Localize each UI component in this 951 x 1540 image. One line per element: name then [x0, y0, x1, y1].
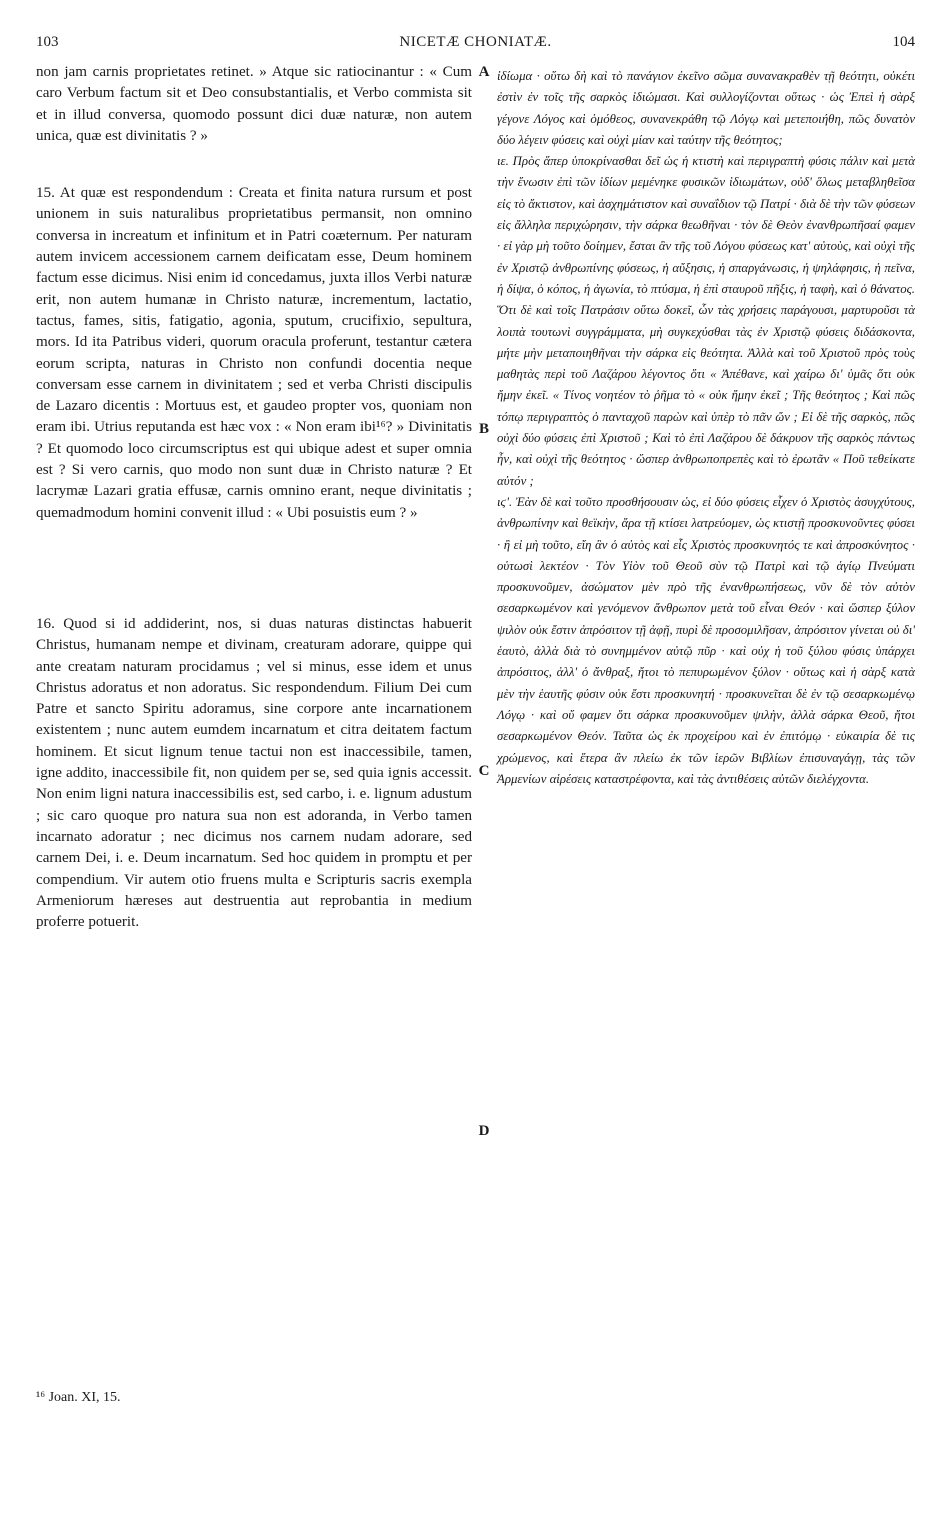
latin-paragraph-1: non jam carnis proprietates retinet. » Atque sic ratiocinantur : « Cum caro Verbum factum sit et Deo consubstantialis, et Verbo commista sit et in illud conversa, quomodo possunt dici duæ naturæ, non autem unica, quæ est divinitatis ? »: [36, 64, 472, 144]
latin-paragraph-15: 15. At quæ est respondendum : Creata et finita natura rursum et post unionem in suis naturalibus proprietatibus permansit, non omnino conversa in increatum et infinitum et in Patri coæternum. Per naturam autem invicem accessionem carnem deificatam esse, Deum hominem factum esse dicimus. Nisi enim id concedamus, juxta illos Verbi naturæ erit, non autem humanæ in Christo naturæ, incrementum, lactatio, tactus, fames, sitis, fatigatio, agonia, sputum, crucifixio, sepultura, mors. Id ita Patribus videri, quorum oracula proferunt, testantur cætera eorum scripta, naturas in Christo non confundi docentia neque conversam esse carnem in divinitatem ; sed et verba Christi discipulis de Lazaro dicentis : Mortuus est, et gaudeo propter vos, quoniam non eram ibi. Utrius reputanda est hæc vox : « Non eram ibi¹⁶? » Divinitatis ? Et quomodo loco circumscriptus est qui ubique adest et super omnia est ? Si vero carnis, quo modo non sunt duæ in Christo naturæ ? Et lacrymæ Lazari gratia effusæ, carnis omnino erant, neque divinitatis ; quemadmodum homini convenit illud : « Ubi posuistis eum ? »: [36, 185, 472, 521]
greek-paragraph-1: ἰδίωμα · οὕτω δὴ καὶ τὸ πανάγιον ἐκεῖνο σῶμα συνανακραθὲν τῇ θεότητι, οὐκέτι ἐστὶν ἐν τοῖς τῆς σαρκὸς ἰδιώμασι. Καὶ συλλογίζονται οὕτως · ὡς Ἐπεὶ ἡ σὰρξ γέγονε Λόγος καὶ ὁμόθεος, συνανεκράθη τῷ Λόγῳ καὶ μετεποιήθη, πῶς δυνατὸν δύο λέγειν φύσεις καὶ οὐχὶ μίαν καὶ ταύτην τῆς θεότητος;: [497, 69, 915, 147]
margin-marker-a: A: [478, 64, 490, 80]
latin-column: [36, 62, 472, 933]
page-number-right: 104: [892, 34, 915, 50]
margin-marker-c: C: [478, 763, 490, 779]
latin-paragraph-16: 16. Quod si id addiderint, nos, si duas naturas distinctas habuerit Christus, humanam nempe et divinam, creaturam adorare, quippe qui ante creatam naturam procidamus ; vel si minus, esse idem et unus Christus adoratus et non adoratus. Sic respondendum. Filium Dei cum Patre et sancto Spiritu adoramus, sine corpore ante incarnationem existentem ; nunc autem eumdem incarnatum et citra deitatem factum hominem. Et sicut lignum tenue tactui non est inaccessibile, tamen, igne addito, inaccessibile fit, non quidem per se, sed quia ignis accessit. Non enim ligni natura inaccessibilis est, sed carbo, i. e. lignum adustum ; sic caro quoque pro natura sua non est adoranda, in Verbo tamen incarnato adoratur ; nec dicimus nos carnem nudam adorare, sed carnem Dei, i. e. Deum incarnatum. Sed hoc quidem in promptu et per compendium. Vir autem otio fruens multa e Scripturis sacris exempla Armeniorum hæreses aut destruentia aut reprobantia in medium proferre potuerit.: [36, 615, 472, 931]
margin-marker-d: D: [478, 1123, 490, 1139]
greek-paragraph-16: ιϛ'. Ἐὰν δὲ καὶ τοῦτο προσθήσουσιν ὡς, εἰ δύο φύσεις εἶχεν ὁ Χριστὸς ἀσυγχύτους, ἀνθρωπίνην καὶ θεϊκὴν, ἄρα τῇ κτίσει λατρεύομεν, ὡς κτιστῇ προσκυνοῦντες φύσει · ἢ εἰ μὴ τοῦτο, εἴη ἂν ὁ αὐτὸς καὶ εἷς Χριστὸς προσκυνητός τε καὶ ἀπροσκύνητος · οὑτωσὶ λεκτέον · Τὸν Υἱὸν τοῦ Θεοῦ σὺν τῷ Πατρὶ καὶ τῷ ἁγίῳ Πνεύματι προσκυνοῦμεν, ἀσώματον μὲν πρὸ τῆς ἐνανθρωπήσεως, νῦν δὲ τὸν αὐτὸν σεσαρκωμένον καὶ γενόμενον ἄνθρωπον μετὰ τοῦ εἶναι Θεόν · καὶ ὥσπερ ξύλον ψιλὸν οὐκ ἔστιν ἀπρόσιτον τῇ ἀφῇ, πυρὶ δὲ προσομιλῆσαν, ἀπρόσιτον γίνεται οὐ δι' ἑαυτὸ, ἀλλὰ διὰ τὸ συνημμένον αὐτῷ πῦρ · καὶ οὐχ ἡ τοῦ ξύλου φύσις ὑπάρχει ἀπρόσιτος, ἀλλ' ὁ ἄνθραξ, ἤτοι τὸ πεπυρωμένον ξύλον · οὕτως καὶ ἡ σὰρξ κατὰ μὲν τὴν ἑαυτῆς φύσιν οὐκ ἔστι προσκυνητή · προσκυνεῖται δὲ ἐν τῷ σεσαρκωμένῳ Λόγῳ · καὶ οὔ φαμεν ὅτι σάρκα προσκυνοῦμεν ψιλὴν, ἀλλὰ σάρκα Θεοῦ, ἤτοι σεσαρκωμένον Θεόν. Ταῦτα ὡς ἐκ προχείρου καὶ ἐν ἐπιτόμῳ · εὐκαιρία δὲ τις χρώμενος, καὶ ἕτερα ἂν πλείω ἐκ τῶν ἱερῶν Βιβλίων ἐπισυναγάγῃ, τὰς τῶν Ἀρμενίων αἱρέσεις καταστρέφοντα, καὶ τὰς ἀντιθέσεις αὐτῶν διελέγχοντα.: [497, 494, 915, 786]
footnote: ¹⁶ Joan. XI, 15.: [36, 1390, 121, 1405]
margin-marker-b: B: [478, 421, 489, 437]
greek-paragraph-15: ιε. Πρὸς ἅπερ ὑποκρίνασθαι δεῖ ὡς ἡ κτιστὴ καὶ περιγραπτὴ φύσις πάλιν καὶ μετὰ τὴν ἕνωσιν ἐπὶ τῶν ἰδίων μεμένηκε φυσικῶν ἰδιωμάτων, οὐδ' ὅλως μεταβληθεῖσα εἰς τὸ ἄκτιστον, καὶ ἀσχημάτιστον καὶ συναΐδιον τῷ Πατρί · διὰ δὲ τὴν τῶν φύσεων εἰς ἄλληλα περιχώρησιν, τὴν σάρκα θεωθῆναι · τὸν δὲ Θεὸν ἐνανθρωπῆσαί φαμεν · εἰ γὰρ μὴ τοῦτο δοίημεν, ἔσται ἂν τῆς τοῦ Λόγου φύσεως κατ' αὐτοὺς, καὶ οὐχὶ τῆς ἐν Χριστῷ ἀνθρωπίνης φύσεως, ἡ αὔξησις, ἡ σπαργάνωσις, ἡ ψηλάφησις, ἡ πεῖνα, ἡ δίψα, ὁ κόπος, ἡ ἀγωνία, τὸ πτύσμα, ἡ ἐπὶ σταυροῦ πῆξις, ἡ ταφὴ, καὶ ὁ θάνατος. Ὅτι δὲ καὶ τοῖς Πατράσιν οὕτω δοκεῖ, ὧν τὰς χρήσεις παράγουσι, μαρτυροῦσι τὰ λοιπὰ τουτωνὶ συγγράμματα, μὴ συγκεχύσθαι τὰς ἐν Χριστῷ φύσεις διδάσκοντα, μήτε μὴν μεταποιηθῆναι τὴν σάρκα εἰς θεότητα. Ἀλλὰ καὶ τοῦ Χριστοῦ πρὸς τοὺς μαθητὰς περὶ τοῦ Λαζάρου λέγοντος ὅτι « Ἀπέθανε, καὶ χαίρω δι' ὑμᾶς ὅτι οὐκ ἤμην ἐκεῖ. « Τίνος νοητέον τὸ ῥῆμα τὸ « οὐκ ἤμην ἐκεῖ ; Τῆς θεότητος ; Καὶ πῶς τόπῳ περιγραπτὸς ὁ πανταχοῦ παρὼν καὶ ὑπὲρ τὸ πᾶν ὤν ; Εἰ δὲ τῆς σαρκὸς, πῶς οὐχὶ δύο φύσεις ἐπὶ Χριστοῦ ; Καὶ τὸ ἐπὶ Λαζάρου δὲ δάκρυον τῆς σαρκὸς πάντως ἦν, καὶ οὐχὶ τῆς θεότητος · ὥσπερ ἀνθρωποπρεπὲς καὶ τὸ ἐρωτᾶν « Ποῦ τεθείκατε αὐτόν ;: [497, 154, 915, 488]
running-title: NICETÆ CHONIATÆ.: [399, 34, 552, 50]
page-header: [36, 34, 915, 64]
greek-column: [497, 66, 915, 790]
page-number-left: 103: [36, 34, 59, 50]
